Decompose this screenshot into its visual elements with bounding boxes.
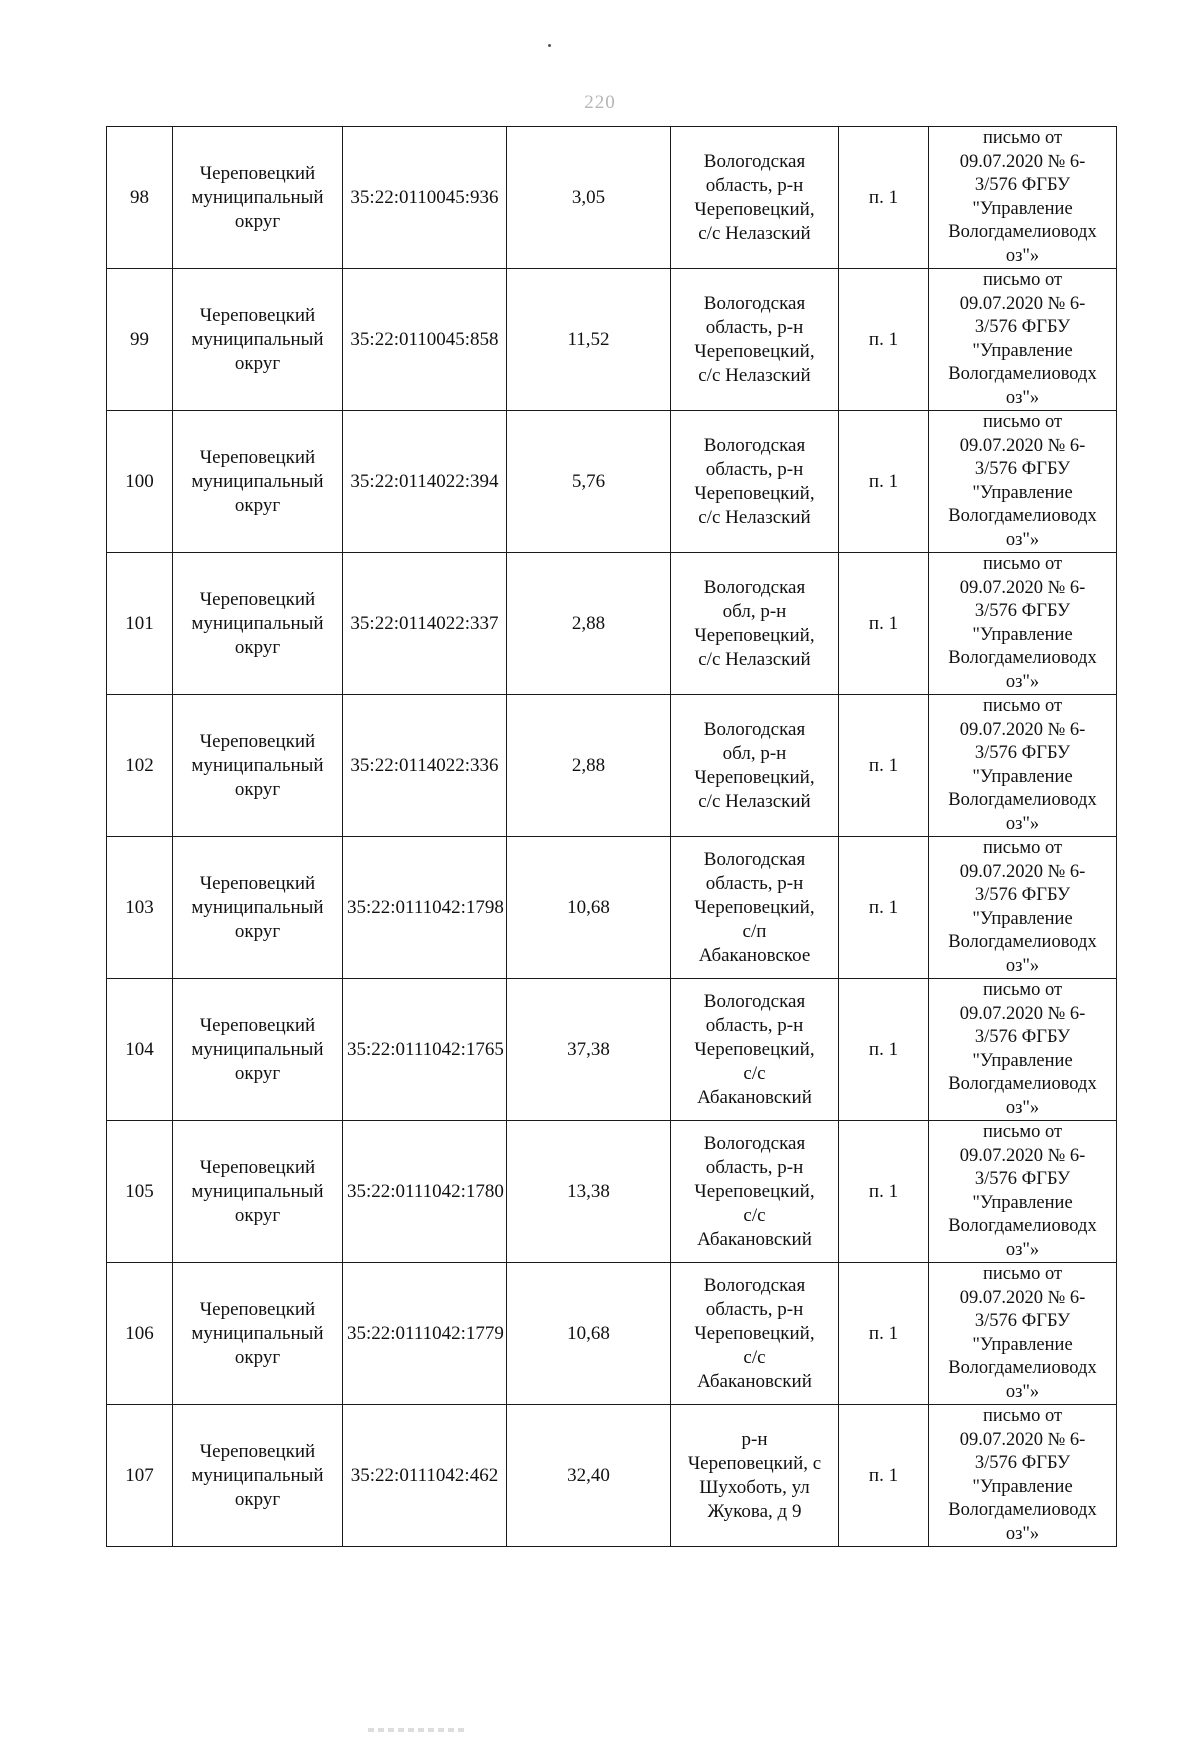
basis-line: 3/576 ФГБУ xyxy=(974,175,1071,195)
row-number-cell: 105 xyxy=(107,1121,173,1263)
basis-line: Вологдамелиоводх xyxy=(948,1074,1097,1094)
owner-cell xyxy=(173,837,343,979)
address-line: Череповецкий, xyxy=(694,766,815,788)
owner-cell xyxy=(173,1121,343,1263)
owner-line: округ xyxy=(234,778,281,800)
address-line: область, р-н xyxy=(705,1298,804,1320)
basis-line: 3/576 ФГБУ xyxy=(974,1311,1071,1331)
cadastral-number-cell: 35:22:0111042:1765 xyxy=(343,979,507,1121)
basis-line: 09.07.2020 № 6- xyxy=(959,577,1086,598)
owner-line: муниципальный xyxy=(191,1038,324,1060)
address-line: Череповецкий, xyxy=(694,340,815,362)
basis-line: оз"» xyxy=(1005,813,1040,834)
basis-line: "Управление xyxy=(972,1050,1073,1071)
address-line: р-н xyxy=(741,1428,768,1450)
table-row xyxy=(107,695,1117,837)
clause-cell: п. 1 xyxy=(839,553,929,695)
clause-cell: п. 1 xyxy=(839,127,929,269)
address-line: с/с Нелазский xyxy=(698,648,811,670)
area-cell: 13,38 xyxy=(507,1121,671,1263)
area-cell: 3,05 xyxy=(507,127,671,269)
basis-line: оз"» xyxy=(1005,671,1040,692)
address-line: Шухоботь, ул xyxy=(699,1476,810,1498)
basis-line: письмо от xyxy=(982,1264,1063,1284)
address-line: область, р-н xyxy=(705,174,804,196)
table-row xyxy=(107,979,1117,1121)
clause-cell: п. 1 xyxy=(839,979,929,1121)
address-cell xyxy=(671,1121,839,1263)
address-cell xyxy=(671,837,839,979)
table-row xyxy=(107,127,1117,269)
address-line: с/п xyxy=(742,920,767,942)
owner-line: округ xyxy=(234,210,281,232)
basis-line: 3/576 ФГБУ xyxy=(974,1027,1071,1047)
owner-line: муниципальный xyxy=(191,612,324,634)
basis-line: 09.07.2020 № 6- xyxy=(959,1145,1086,1166)
basis-line: "Управление xyxy=(972,766,1073,787)
area-cell: 10,68 xyxy=(507,1263,671,1405)
basis-line: 09.07.2020 № 6- xyxy=(959,1003,1086,1024)
cadastral-number-cell: 35:22:0111042:1780 xyxy=(343,1121,507,1263)
basis-line: 09.07.2020 № 6- xyxy=(959,293,1086,314)
basis-cell xyxy=(929,553,1117,695)
owner-line: муниципальный xyxy=(191,1322,324,1344)
address-line: Абакановский xyxy=(697,1228,812,1250)
basis-line: Вологдамелиоводх xyxy=(948,648,1097,668)
basis-line: письмо от xyxy=(982,270,1063,290)
row-number-cell: 106 xyxy=(107,1263,173,1405)
table-row xyxy=(107,269,1117,411)
basis-line: 3/576 ФГБУ xyxy=(974,885,1071,905)
basis-line: 3/576 ФГБУ xyxy=(974,459,1071,479)
basis-line: "Управление xyxy=(972,198,1073,219)
basis-line: оз"» xyxy=(1005,387,1040,408)
cadastral-number-cell: 35:22:0114022:336 xyxy=(343,695,507,837)
scan-footer-mark xyxy=(368,1728,464,1732)
owner-line: муниципальный xyxy=(191,754,324,776)
basis-cell xyxy=(929,979,1117,1121)
area-cell: 32,40 xyxy=(507,1405,671,1547)
basis-cell xyxy=(929,837,1117,979)
address-line: Череповецкий, xyxy=(694,896,815,918)
basis-line: "Управление xyxy=(972,1192,1073,1213)
basis-line: оз"» xyxy=(1005,1523,1040,1544)
basis-cell xyxy=(929,1263,1117,1405)
area-cell: 10,68 xyxy=(507,837,671,979)
basis-line: Вологдамелиоводх xyxy=(948,1358,1097,1378)
cadastral-number-cell: 35:22:0114022:337 xyxy=(343,553,507,695)
owner-line: Череповецкий xyxy=(199,730,316,752)
owner-line: Череповецкий xyxy=(199,872,316,894)
address-line: с/с xyxy=(743,1346,766,1368)
clause-cell: п. 1 xyxy=(839,837,929,979)
address-line: Жукова, д 9 xyxy=(707,1500,802,1522)
owner-cell xyxy=(173,695,343,837)
owner-line: округ xyxy=(234,494,281,516)
address-line: Абакановский xyxy=(697,1370,812,1392)
owner-line: округ xyxy=(234,920,281,942)
address-line: с/с xyxy=(743,1062,766,1084)
address-line: с/с xyxy=(743,1204,766,1226)
address-line: Череповецкий, xyxy=(694,1322,815,1344)
basis-line: оз"» xyxy=(1005,955,1040,976)
basis-line: Вологдамелиоводх xyxy=(948,790,1097,810)
basis-line: "Управление xyxy=(972,624,1073,645)
cadastral-number-cell: 35:22:0110045:936 xyxy=(343,127,507,269)
land-plots-table xyxy=(106,126,1117,1547)
basis-line: "Управление xyxy=(972,340,1073,361)
basis-line: оз"» xyxy=(1005,1239,1040,1260)
owner-line: Череповецкий xyxy=(199,1298,316,1320)
row-number-cell: 99 xyxy=(107,269,173,411)
basis-line: Вологдамелиоводх xyxy=(948,1216,1097,1236)
basis-line: письмо от xyxy=(982,128,1063,148)
row-number-cell: 107 xyxy=(107,1405,173,1547)
address-cell xyxy=(671,553,839,695)
basis-line: "Управление xyxy=(972,1334,1073,1355)
address-line: Вологодская xyxy=(703,576,806,598)
basis-line: письмо от xyxy=(982,412,1063,432)
basis-line: Вологдамелиоводх xyxy=(948,932,1097,952)
basis-line: письмо от xyxy=(982,1122,1063,1142)
basis-line: 09.07.2020 № 6- xyxy=(959,1429,1086,1450)
address-line: область, р-н xyxy=(705,458,804,480)
basis-line: Вологдамелиоводх xyxy=(948,364,1097,384)
address-cell xyxy=(671,1405,839,1547)
owner-line: Череповецкий xyxy=(199,304,316,326)
address-cell xyxy=(671,1263,839,1405)
basis-line: 09.07.2020 № 6- xyxy=(959,151,1086,172)
row-number-cell: 102 xyxy=(107,695,173,837)
address-line: область, р-н xyxy=(705,1156,804,1178)
basis-line: 09.07.2020 № 6- xyxy=(959,1287,1086,1308)
address-cell xyxy=(671,411,839,553)
basis-line: письмо от xyxy=(982,1406,1063,1426)
basis-line: письмо от xyxy=(982,838,1063,858)
address-line: Абакановский xyxy=(697,1086,812,1108)
clause-cell: п. 1 xyxy=(839,269,929,411)
owner-line: округ xyxy=(234,1062,281,1084)
basis-cell xyxy=(929,695,1117,837)
clause-cell: п. 1 xyxy=(839,695,929,837)
basis-line: оз"» xyxy=(1005,1381,1040,1402)
basis-line: 09.07.2020 № 6- xyxy=(959,861,1086,882)
address-line: с/с Нелазский xyxy=(698,222,811,244)
address-line: область, р-н xyxy=(705,1014,804,1036)
table-row xyxy=(107,1263,1117,1405)
table-row xyxy=(107,553,1117,695)
basis-line: 09.07.2020 № 6- xyxy=(959,719,1086,740)
row-number-cell: 98 xyxy=(107,127,173,269)
owner-line: округ xyxy=(234,1204,281,1226)
address-line: с/с Нелазский xyxy=(698,364,811,386)
cadastral-number-cell: 35:22:0114022:394 xyxy=(343,411,507,553)
cadastral-number-cell: 35:22:0111042:462 xyxy=(343,1405,507,1547)
row-number-cell: 104 xyxy=(107,979,173,1121)
address-line: Вологодская xyxy=(703,718,806,740)
basis-line: письмо от xyxy=(982,696,1063,716)
owner-cell xyxy=(173,269,343,411)
basis-line: оз"» xyxy=(1005,245,1040,266)
address-line: Череповецкий, xyxy=(694,1180,815,1202)
owner-cell xyxy=(173,127,343,269)
basis-cell xyxy=(929,1121,1117,1263)
owner-line: Череповецкий xyxy=(199,588,316,610)
basis-line: 3/576 ФГБУ xyxy=(974,743,1071,763)
basis-cell xyxy=(929,127,1117,269)
area-cell: 37,38 xyxy=(507,979,671,1121)
address-line: Вологодская xyxy=(703,990,806,1012)
page-number: 220 xyxy=(584,92,616,113)
owner-cell xyxy=(173,1263,343,1405)
basis-line: оз"» xyxy=(1005,529,1040,550)
basis-cell xyxy=(929,269,1117,411)
address-cell xyxy=(671,979,839,1121)
basis-line: Вологдамелиоводх xyxy=(948,222,1097,242)
address-line: Вологодская xyxy=(703,434,806,456)
owner-line: муниципальный xyxy=(191,1464,324,1486)
area-cell: 2,88 xyxy=(507,695,671,837)
row-number-cell: 103 xyxy=(107,837,173,979)
basis-line: 3/576 ФГБУ xyxy=(974,317,1071,337)
address-line: Череповецкий, с xyxy=(687,1452,822,1474)
cadastral-number-cell: 35:22:0111042:1779 xyxy=(343,1263,507,1405)
address-line: область, р-н xyxy=(705,316,804,338)
address-line: Вологодская xyxy=(703,1132,806,1154)
owner-line: муниципальный xyxy=(191,470,324,492)
address-line: с/с Нелазский xyxy=(698,506,811,528)
owner-line: Череповецкий xyxy=(199,162,316,184)
owner-line: муниципальный xyxy=(191,896,324,918)
address-line: Вологодская xyxy=(703,292,806,314)
owner-line: Череповецкий xyxy=(199,1440,316,1462)
basis-line: Вологдамелиоводх xyxy=(948,1500,1097,1520)
basis-cell xyxy=(929,411,1117,553)
address-line: Вологодская xyxy=(703,1274,806,1296)
scan-speck xyxy=(548,44,551,47)
address-cell xyxy=(671,695,839,837)
owner-line: округ xyxy=(234,1346,281,1368)
clause-cell: п. 1 xyxy=(839,1121,929,1263)
basis-line: Вологдамелиоводх xyxy=(948,506,1097,526)
table-body xyxy=(107,127,1117,1547)
row-number-cell: 100 xyxy=(107,411,173,553)
basis-line: письмо от xyxy=(982,554,1063,574)
owner-line: округ xyxy=(234,1488,281,1510)
cadastral-number-cell: 35:22:0110045:858 xyxy=(343,269,507,411)
area-cell: 2,88 xyxy=(507,553,671,695)
address-line: Череповецкий, xyxy=(694,198,815,220)
area-cell: 5,76 xyxy=(507,411,671,553)
address-line: обл, р-н xyxy=(722,742,787,764)
basis-line: 09.07.2020 № 6- xyxy=(959,435,1086,456)
owner-line: Череповецкий xyxy=(199,1014,316,1036)
address-line: с/с Нелазский xyxy=(698,790,811,812)
address-line: Череповецкий, xyxy=(694,624,815,646)
clause-cell: п. 1 xyxy=(839,1263,929,1405)
table-row xyxy=(107,1405,1117,1547)
owner-line: муниципальный xyxy=(191,328,324,350)
address-line: Абакановское xyxy=(698,944,811,966)
address-line: Череповецкий, xyxy=(694,482,815,504)
address-line: Вологодская xyxy=(703,848,806,870)
owner-cell xyxy=(173,553,343,695)
address-line: обл, р-н xyxy=(722,600,787,622)
clause-cell: п. 1 xyxy=(839,411,929,553)
basis-line: 3/576 ФГБУ xyxy=(974,1453,1071,1473)
address-line: Череповецкий, xyxy=(694,1038,815,1060)
table-row xyxy=(107,1121,1117,1263)
owner-cell xyxy=(173,1405,343,1547)
address-line: область, р-н xyxy=(705,872,804,894)
address-cell xyxy=(671,127,839,269)
row-number-cell: 101 xyxy=(107,553,173,695)
basis-line: письмо от xyxy=(982,980,1063,1000)
basis-line: "Управление xyxy=(972,1476,1073,1497)
basis-line: оз"» xyxy=(1005,1097,1040,1118)
owner-line: Череповецкий xyxy=(199,446,316,468)
owner-line: Череповецкий xyxy=(199,1156,316,1178)
area-cell: 11,52 xyxy=(507,269,671,411)
basis-line: 3/576 ФГБУ xyxy=(974,601,1071,621)
owner-line: округ xyxy=(234,352,281,374)
basis-line: "Управление xyxy=(972,482,1073,503)
basis-cell xyxy=(929,1405,1117,1547)
owner-line: муниципальный xyxy=(191,186,324,208)
address-line: Вологодская xyxy=(703,150,806,172)
cadastral-number-cell: 35:22:0111042:1798 xyxy=(343,837,507,979)
table-row xyxy=(107,411,1117,553)
basis-line: 3/576 ФГБУ xyxy=(974,1169,1071,1189)
address-cell xyxy=(671,269,839,411)
clause-cell: п. 1 xyxy=(839,1405,929,1547)
owner-cell xyxy=(173,979,343,1121)
basis-line: "Управление xyxy=(972,908,1073,929)
owner-cell xyxy=(173,411,343,553)
owner-line: муниципальный xyxy=(191,1180,324,1202)
owner-line: округ xyxy=(234,636,281,658)
table-row xyxy=(107,837,1117,979)
